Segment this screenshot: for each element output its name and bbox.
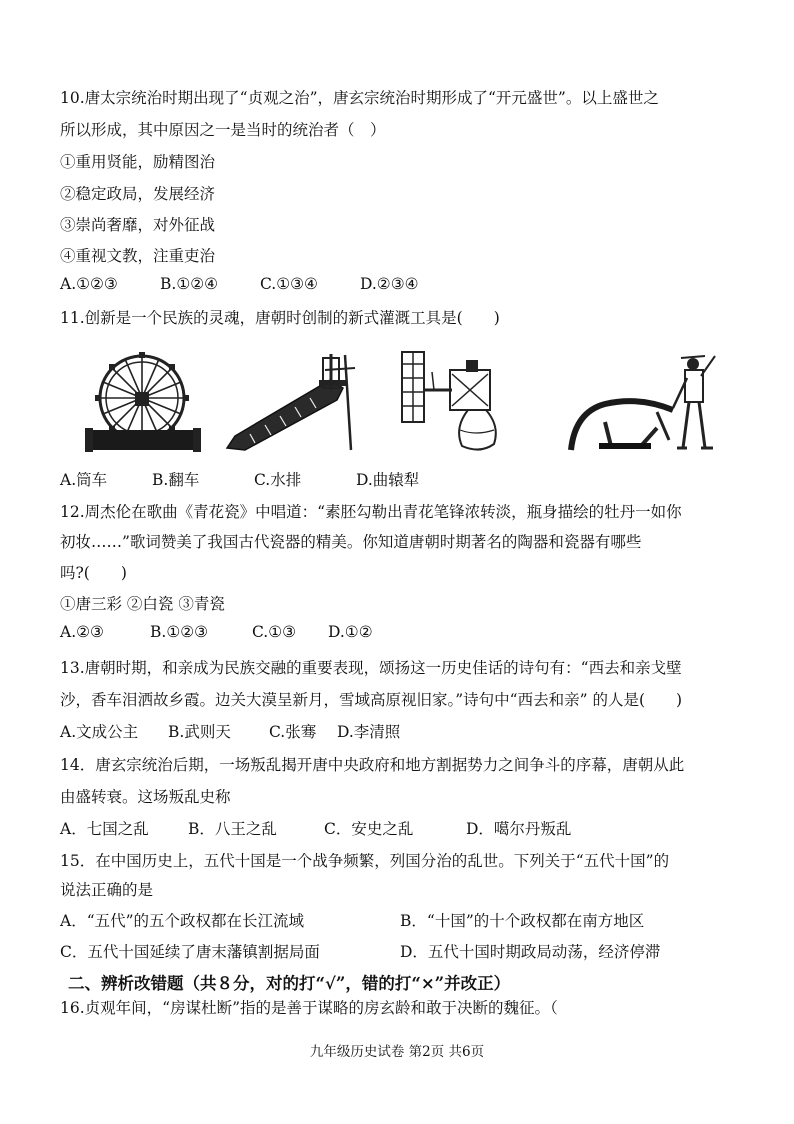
q12-option-d: D.①② — [328, 623, 373, 641]
page-footer: 九年级历史试卷 第2页 共6页 — [309, 1044, 485, 1060]
q10-stem-line-2: 所以形成，其中原因之一是当时的统治者（ ） — [60, 121, 386, 139]
q15-option-c: C．五代十国延续了唐末藩镇割据局面 — [60, 943, 320, 961]
q10-item-2: ②稳定政局，发展经济 — [60, 185, 216, 203]
q10-item-4: ④重视文教，注重吏治 — [60, 247, 216, 265]
q15-option-a: A．“五代”的五个政权都在长江流域 — [60, 912, 305, 930]
q10-options — [60, 275, 419, 293]
q11-option-a: A.筒车 — [60, 471, 108, 489]
q10-stem-line-1: 10.唐太宗统治时期出现了“贞观之治”，唐玄宗统治时期形成了“开元盛世”。以上盛世之 — [60, 89, 659, 107]
q12-items: ①唐三彩 ②白瓷 ③青瓷 — [60, 595, 225, 613]
q10-item-3: ③崇尚奢靡，对外征战 — [60, 216, 216, 234]
q15-option-b: B．“十国”的十个政权都在南方地区 — [400, 912, 645, 930]
q13-options — [60, 720, 400, 742]
q10-item-1: ①重用贤能，励精图治 — [60, 153, 216, 171]
q11-option-c: C.水排 — [254, 471, 302, 489]
q12-option-c: C.①③ — [252, 623, 297, 641]
q10-option-a: A.①②③ — [60, 275, 118, 293]
q14-stem-line-1: 14．唐玄宗统治后期，一场叛乱揭开唐中央政府和地方割据势力之间争斗的序幕，唐朝从此 — [60, 756, 685, 774]
q11-option-b: B.翻车 — [152, 471, 200, 489]
q14-option-c: C．安史之乱 — [324, 820, 414, 838]
q14-options — [60, 817, 571, 839]
q14-option-d: D．噶尔丹叛乱 — [466, 820, 572, 838]
q13-option-d: D.李清照 — [337, 723, 401, 741]
q15-option-d: D．五代十国时期政局动荡，经济停滞 — [400, 943, 661, 961]
q12-option-b: B.①②③ — [150, 623, 209, 641]
q10-option-c: C.①③④ — [260, 275, 318, 293]
curved-plough-illustration — [565, 350, 725, 455]
q14-option-a: A．七国之乱 — [60, 820, 149, 838]
water-wheel-illustration — [85, 350, 203, 455]
q11-stem: 11.创新是一个民族的灵魂，唐朝时创制的新式灌溉工具是( ) — [60, 309, 500, 327]
water-bellows-illustration — [390, 350, 530, 455]
q12-option-a: A.②③ — [60, 623, 104, 641]
q13-stem-line-2: 沙，香车泪洒故乡霞。边关大漠呈新月，雪域高原视旧家。”诗句中“西去和亲” 的人是( ) — [60, 691, 683, 709]
q12-stem-line-3: 吗?( ) — [60, 564, 127, 582]
q12-stem-line-2: 初妆……”歌词赞美了我国古代瓷器的精美。你知道唐朝时期著名的陶器和瓷器有哪些 — [60, 533, 642, 551]
q11-illustrations — [60, 350, 740, 460]
q10-option-b: B.①②④ — [160, 275, 219, 293]
q12-options — [60, 623, 373, 641]
q16-stem: 16.贞观年间，“房谋杜断”指的是善于谋略的房玄龄和敢于决断的魏征。（ — [60, 999, 558, 1017]
section-2-heading: 二、辨析改错题（共８分，对的打“√”，错的打“×”并改正） — [68, 974, 511, 993]
q14-stem-line-2: 由盛转衰。这场叛乱史称 — [60, 788, 231, 806]
q11-options — [60, 468, 419, 490]
q10-option-d: D.②③④ — [360, 275, 419, 293]
q13-option-c: C.张骞 — [269, 723, 317, 741]
q13-stem-line-1: 13.唐朝时期，和亲成为民族交融的重要表现，颂扬这一历史佳话的诗句有：“西去和亲戈壁 — [60, 659, 682, 677]
q15-stem-line-1: 15．在中国历史上，五代十国是一个战争频繁，列国分治的乱世。下列关于“五代十国”的 — [60, 852, 670, 870]
q15-stem-line-2: 说法正确的是 — [60, 881, 154, 899]
q14-option-b: B．八王之乱 — [188, 820, 277, 838]
q12-stem-line-1: 12.周杰伦在歌曲《青花瓷》中唱道：“素胚勾勒出青花笔锋浓转淡，瓶身描绘的牡丹一如你 — [60, 503, 682, 521]
q13-option-a: A.文成公主 — [60, 723, 139, 741]
chain-pump-illustration — [225, 350, 360, 455]
q11-option-d: D.曲辕犁 — [356, 471, 420, 489]
q13-option-b: B.武则天 — [168, 723, 231, 741]
